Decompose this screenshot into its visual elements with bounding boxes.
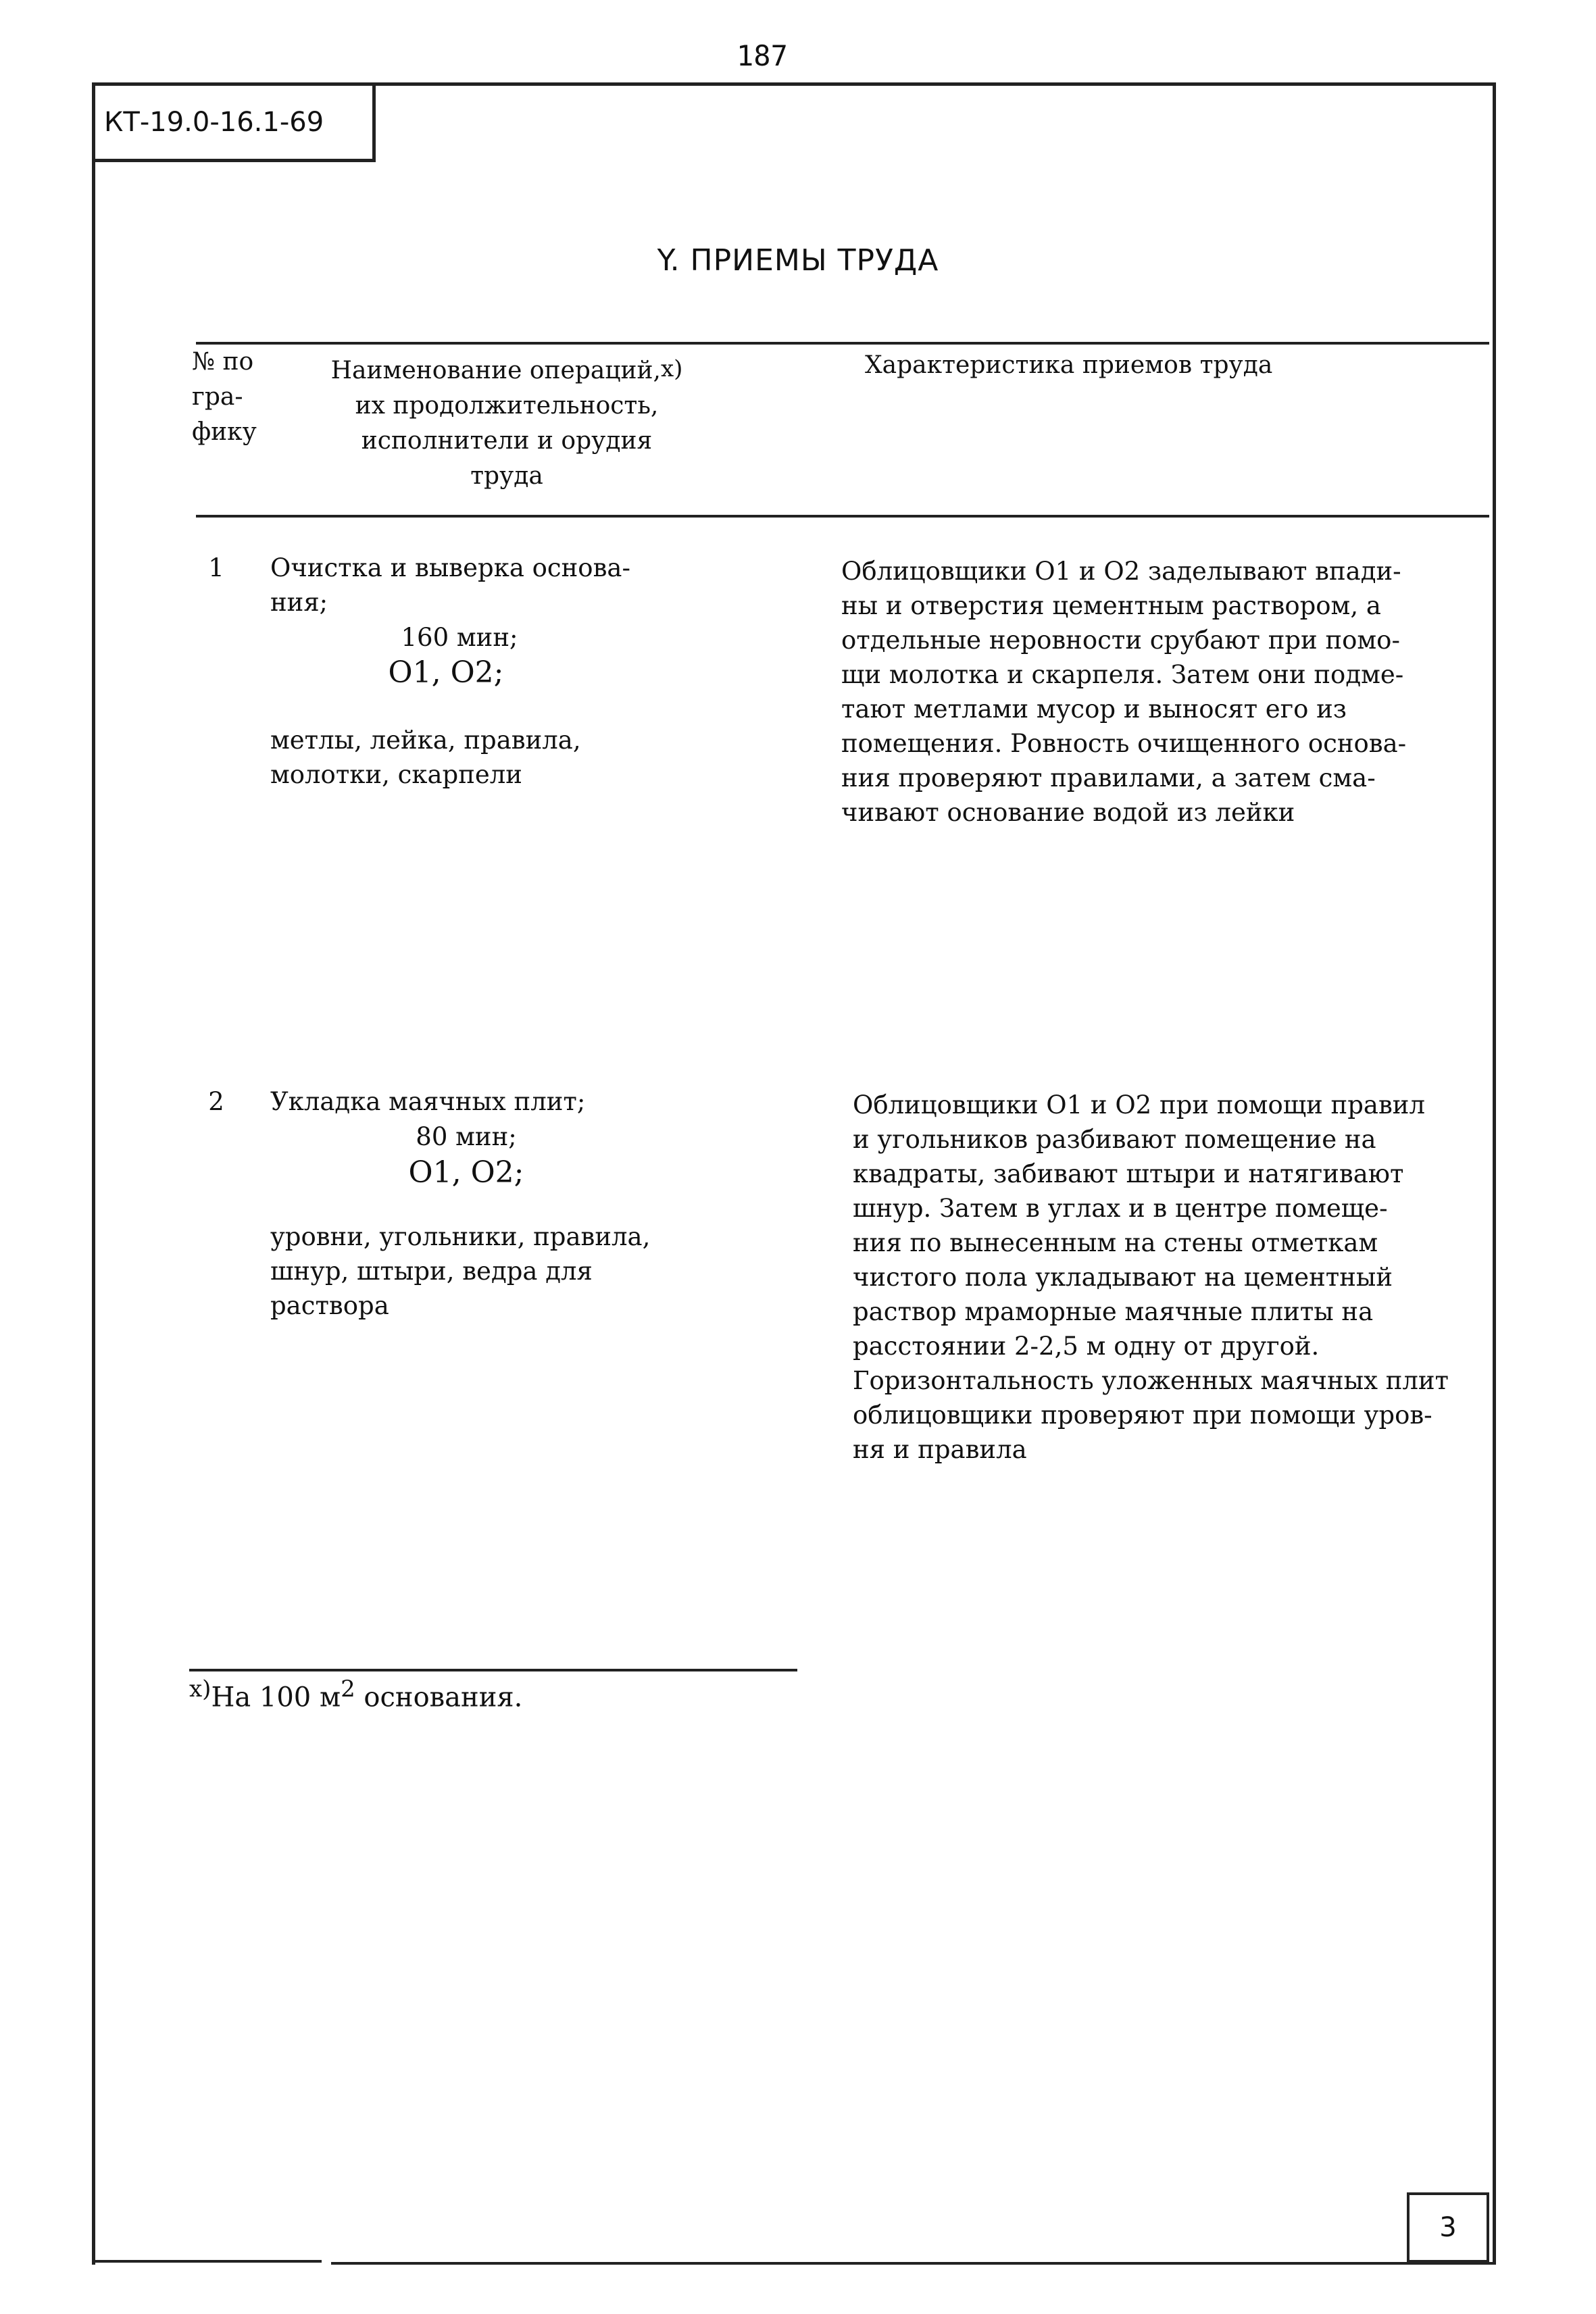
description-line: ния по вынесенным на стены отметкам <box>853 1228 1378 1257</box>
header-col-operation-line: Наименование операций,$^{x)}$ <box>330 355 683 384</box>
footnote-text-end: основания. <box>355 1682 523 1713</box>
description-line: и угольников разбивают помещение на <box>853 1125 1376 1154</box>
description-line: Облицовщики O1 и O2 при помощи правил <box>853 1090 1425 1120</box>
description-line: ня и правила <box>853 1435 1027 1464</box>
operation-name-line: Очистка и выверка основа- <box>270 553 630 582</box>
description-line: Горизонтальность уложенных маячных плит <box>853 1366 1449 1395</box>
footnote-text: На 100 м <box>211 1682 341 1713</box>
footnote-superscript: 2 <box>341 1676 355 1703</box>
header-col-description: Характеристика приемов труда <box>865 351 1273 379</box>
description-line: чивают основание водой из лейки <box>841 798 1295 827</box>
description-line: расстоянии 2-2,5 м одну от другой. <box>853 1332 1320 1361</box>
operation-tools-line: метлы, лейка, правила, <box>270 726 581 755</box>
sheet-number-box: 3 <box>1407 2192 1489 2263</box>
description-line: квадраты, забивают штыри и натягивают <box>853 1159 1404 1188</box>
operation-tools-line: молотки, скарпели <box>270 760 522 789</box>
footnote-rule <box>189 1669 797 1671</box>
operation-tools-line: уровни, угольники, правила, <box>270 1222 651 1251</box>
operation-name-line: Укладка маячных плит; <box>270 1087 586 1116</box>
operation-description <box>841 554 1456 830</box>
row-number: 2 <box>208 1087 224 1116</box>
page-number: 187 <box>737 39 788 72</box>
description-line: раствор мраморные маячные плиты на <box>853 1297 1374 1326</box>
table-header-rule <box>196 515 1489 518</box>
header-col-number-line: гра- <box>192 383 243 411</box>
frame-bottom-left <box>92 2260 322 2263</box>
header-col-operation-line: их продолжительность, <box>355 392 659 420</box>
header-col-operation-line: труда <box>470 462 543 490</box>
operation-workers: O1, O2; <box>408 1155 524 1190</box>
description-line: чистого пола укладывают на цементный <box>853 1263 1393 1292</box>
header-col-operation-line: исполнители и орудия <box>361 427 653 455</box>
description-line: тают метлами мусор и выносят его из <box>841 695 1347 724</box>
operation-workers: O1, O2; <box>388 655 504 690</box>
description-line: облицовщики проверяют при помощи уров- <box>853 1401 1432 1430</box>
operation-tools-line: шнур, штыри, ведра для <box>270 1257 593 1286</box>
row-number: 1 <box>208 553 224 582</box>
operation-tools <box>270 723 703 792</box>
footnote-marker: x) <box>660 355 683 382</box>
description-line: ны и отверстия цементным раствором, а <box>841 591 1381 620</box>
operation-tools <box>270 1219 703 1323</box>
description-line: щи молотка и скарпеля. Затем они подме- <box>841 660 1404 689</box>
header-col-number <box>192 345 293 450</box>
operation-description <box>853 1088 1468 1467</box>
description-line: ния проверяют правилами, а затем сма- <box>841 763 1376 793</box>
header-col-number-line: № по <box>192 348 254 376</box>
description-line: помещения. Ровность очищенного основа- <box>841 729 1407 758</box>
operation-name <box>270 551 703 620</box>
document-code: КТ-19.0-16.1-69 <box>92 82 376 162</box>
description-line: Облицовщики O1 и O2 заделывают впади- <box>841 557 1401 586</box>
operation-tools-line: раствора <box>270 1291 389 1320</box>
operation-duration: 160 мин; <box>401 623 518 652</box>
operation-name <box>270 1084 703 1119</box>
footnote <box>189 1676 522 1713</box>
operation-duration: 80 мин; <box>416 1122 517 1151</box>
header-col-operation <box>318 345 696 494</box>
header-col-number-line: фику <box>192 418 257 446</box>
footnote-mark: x) <box>189 1676 211 1703</box>
section-title: Y. ПРИЕМЫ ТРУДА <box>657 243 939 278</box>
description-line: отдельные неровности срубают при помо- <box>841 626 1400 655</box>
frame-bottom-right <box>331 2262 1493 2265</box>
description-line: шнур. Затем в углах и в центре помеще- <box>853 1194 1388 1223</box>
operation-name-line: ния; <box>270 588 328 617</box>
